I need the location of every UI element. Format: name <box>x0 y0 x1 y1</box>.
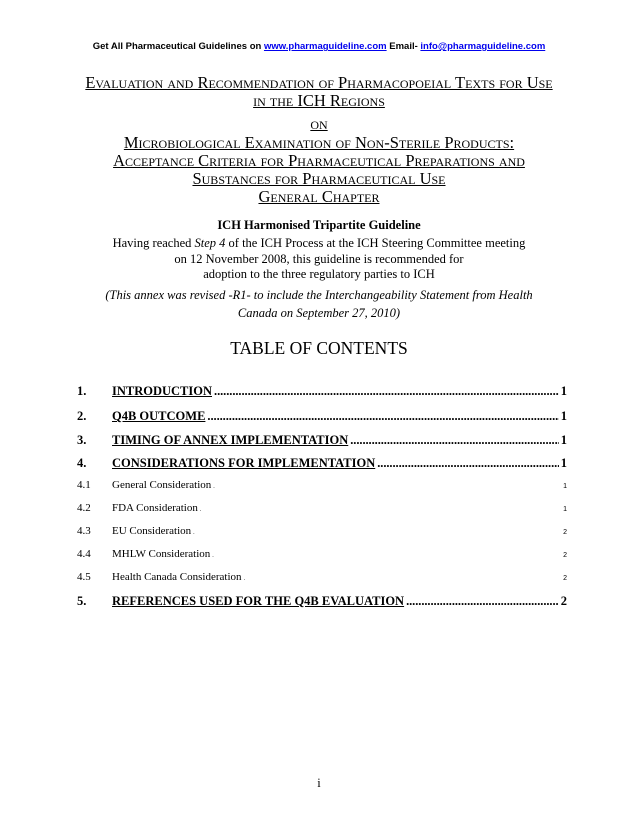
toc-leader-dots <box>212 548 561 560</box>
intro-post: of the ICH Process at the ICH Steering Committee meeting <box>225 236 526 250</box>
toc-entry-number: 5. <box>77 594 87 608</box>
intro-line-3: adoption to the three regulatory parties to ICH <box>203 267 435 281</box>
toc-entry-text: CONSIDERATIONS FOR IMPLEMENTATION <box>112 456 376 470</box>
toc-entry[interactable] <box>77 479 567 491</box>
toc-entry-number: 1. <box>77 384 87 398</box>
toc-leader-dots <box>193 525 561 537</box>
toc-entry-page: 2 <box>563 575 567 582</box>
toc-entry-page: 1 <box>563 483 567 490</box>
toc-leader-dots <box>406 594 559 609</box>
toc-entry-page: 1 <box>560 384 567 398</box>
toc-entry-page: 1 <box>560 433 567 447</box>
toc-entry-text: REFERENCES USED FOR THE Q4B EVALUATION <box>112 594 405 608</box>
intro-step: Step 4 <box>194 236 226 250</box>
intro-line-1 <box>60 236 578 252</box>
title-line-1: Evaluation and Recommendation of Pharmacopoeial Texts for Use <box>85 73 553 92</box>
toc-entry-text: Health Canada Consideration <box>112 571 242 583</box>
website-link[interactable]: www.pharmaguideline.com <box>263 41 387 52</box>
header-prefix: Get All Pharmaceutical Guidelines on <box>92 41 264 52</box>
toc-entry-number: 4.3 <box>77 525 91 537</box>
toc-entry[interactable] <box>77 571 567 583</box>
toc-entry[interactable] <box>77 525 567 537</box>
annex-line-2: Canada on September 27, 2010) <box>237 306 401 320</box>
toc-title: TABLE OF CONTENTS <box>230 338 408 358</box>
toc-entry-text: General Consideration <box>112 479 212 491</box>
toc-entry-text: TIMING OF ANNEX IMPLEMENTATION <box>112 433 349 447</box>
toc-leader-dots <box>214 384 559 399</box>
title-line-6: General Chapter <box>258 187 380 206</box>
email-link[interactable]: info@pharmaguideline.com <box>420 41 546 52</box>
toc-entry-number: 4.2 <box>77 502 91 514</box>
toc-entry-text: MHLW Consideration <box>112 548 211 560</box>
annex-line-1: (This annex was revised -R1- to include the Interchangeability Statement from Health <box>105 288 533 302</box>
toc-entry-number: 3. <box>77 433 87 447</box>
toc-entry[interactable] <box>77 384 567 399</box>
toc-entry-text: Q4B OUTCOME <box>112 409 206 423</box>
toc-entry-text: EU Consideration <box>112 525 192 537</box>
toc-entry-text: INTRODUCTION <box>112 384 213 398</box>
toc-leader-dots <box>213 479 561 491</box>
toc-entry[interactable] <box>77 456 567 471</box>
page-number: i <box>317 776 321 790</box>
toc-entry-number: 4.5 <box>77 571 91 583</box>
toc-entry[interactable] <box>77 548 567 560</box>
title-line-4: Acceptance Criteria for Pharmaceutical Preparations and <box>113 151 525 170</box>
toc-entry[interactable] <box>77 409 567 424</box>
toc-entry-page: 2 <box>563 552 567 559</box>
toc-entry-page: 1 <box>560 456 567 470</box>
toc-entry-page: 2 <box>560 594 567 608</box>
title-on: on <box>310 114 328 133</box>
toc-entry-number: 4. <box>77 456 87 470</box>
toc-entry[interactable] <box>77 594 567 609</box>
email-label: Email- <box>386 41 421 52</box>
toc-leader-dots <box>207 409 558 424</box>
title-line-3: Microbiological Examination of Non-Sterile Products: <box>123 133 515 152</box>
toc-entry[interactable] <box>77 433 567 448</box>
toc-entry-page: 2 <box>563 529 567 536</box>
intro-line-2: on 12 November 2008, this guideline is recommended for <box>174 251 464 266</box>
toc-entry-number: 2. <box>77 409 87 423</box>
toc-leader-dots <box>377 456 559 471</box>
title-line-5: Substances for Pharmaceutical Use <box>192 169 446 188</box>
toc-leader-dots <box>244 571 562 583</box>
intro-pre: Having reached <box>112 236 195 250</box>
toc-entry-text: FDA Consideration <box>112 502 198 514</box>
toc-leader-dots <box>200 502 561 514</box>
annex-note <box>60 286 578 322</box>
intro-paragraph <box>60 236 578 283</box>
document-subtitle <box>60 134 578 206</box>
toc-leader-dots <box>350 433 559 448</box>
toc-entry-number: 4.4 <box>77 548 91 560</box>
toc-entry[interactable] <box>77 502 567 514</box>
guideline-title: ICH Harmonised Tripartite Guideline <box>217 218 421 232</box>
toc-entry-number: 4.1 <box>77 479 91 491</box>
title-line-2: in the ICH Regions <box>253 91 385 110</box>
header-bar <box>0 41 638 52</box>
document-title <box>60 74 578 110</box>
toc-entry-page: 1 <box>560 409 567 423</box>
toc-entry-page: 1 <box>563 506 567 513</box>
